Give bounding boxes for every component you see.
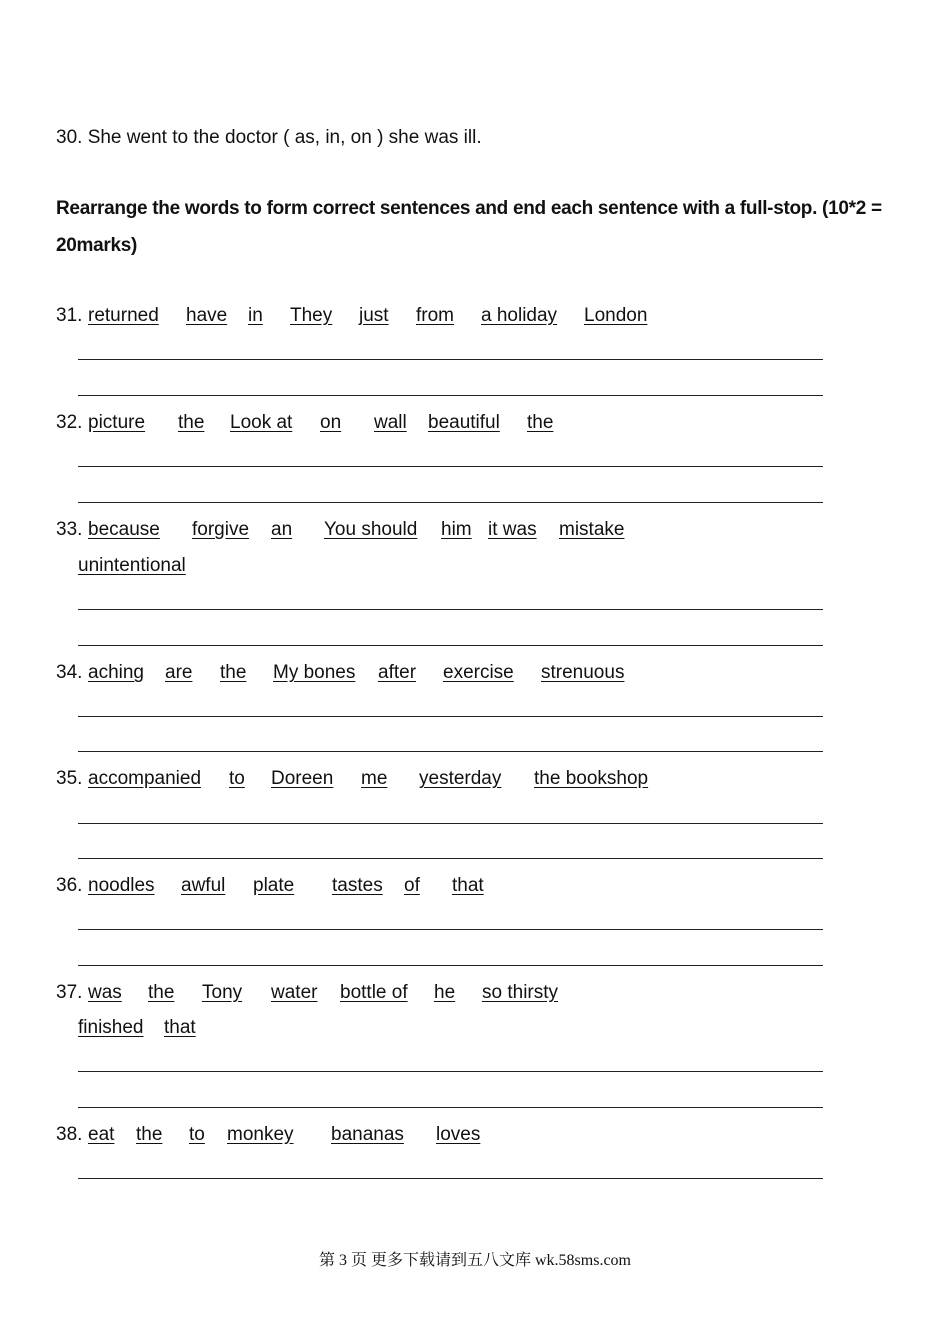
word-chip: me [361,768,388,789]
word-chip: to [229,768,245,789]
word-chip: mistake [559,519,625,540]
answer-line[interactable] [78,1107,823,1108]
word-chip: eat [88,1124,115,1145]
word-chip: the [220,662,247,683]
word-chip: unintentional [78,555,186,576]
word-chip: My bones [273,662,356,683]
word-chip: him [441,519,472,540]
word-chip: noodles [88,875,155,896]
question-number: 37. [56,982,83,1003]
word-chip: the bookshop [534,768,649,789]
question-number: 35. [56,768,83,789]
word-chip: strenuous [541,662,625,683]
word-chip: have [186,305,228,326]
instructions-line-1: Rearrange the words to form correct sentences and end each sentence with a full-stop. (10*2 = [56,198,882,219]
word-chip: the [148,982,175,1003]
word-chip: awful [181,875,226,896]
word-chip: in [248,305,263,326]
word-chip: London [584,305,648,326]
word-chip: because [88,519,160,540]
word-chip: are [165,662,193,683]
word-chip: Tony [202,982,243,1003]
word-chip: from [416,305,454,326]
answer-line[interactable] [78,716,823,717]
question-30: 30. She went to the doctor ( as, in, on ) she was ill. [56,127,482,148]
answer-line[interactable] [78,609,823,610]
answer-line[interactable] [78,466,823,467]
word-chip: wall [374,412,407,433]
answer-line[interactable] [78,823,823,824]
word-chip: he [434,982,456,1003]
word-chip: was [88,982,122,1003]
word-chip: forgive [192,519,250,540]
question-number: 32. [56,412,83,433]
word-chip: an [271,519,293,540]
word-chip: of [404,875,420,896]
word-chip: that [164,1017,196,1038]
answer-line[interactable] [78,645,823,646]
word-chip: Look at [230,412,293,433]
word-chip: just [359,305,389,326]
word-chip: on [320,412,342,433]
word-chip: tastes [332,875,383,896]
word-chip: beautiful [428,412,500,433]
word-chip: They [290,305,333,326]
word-chip: yesterday [419,768,502,789]
word-chip: accompanied [88,768,202,789]
question-number: 36. [56,875,83,896]
word-chip: that [452,875,484,896]
page-footer: 第 3 页 更多下载请到五八文库 wk.58sms.com [318,1252,631,1269]
word-chip: the [178,412,205,433]
word-chip: the [136,1124,163,1145]
word-chip: finished [78,1017,144,1038]
answer-line[interactable] [78,751,823,752]
word-chip: water [271,982,318,1003]
answer-line[interactable] [78,965,823,966]
answer-line[interactable] [78,1071,823,1072]
word-chip: picture [88,412,146,433]
word-chip: bananas [331,1124,404,1145]
word-chip: a holiday [481,305,558,326]
question-number: 33. [56,519,83,540]
word-chip: aching [88,662,144,683]
word-chip: exercise [443,662,514,683]
word-chip: bottle of [340,982,408,1003]
answer-line[interactable] [78,929,823,930]
answer-line[interactable] [78,359,823,360]
word-chip: You should [324,519,418,540]
word-chip: returned [88,305,159,326]
answer-line[interactable] [78,502,823,503]
word-chip: loves [436,1124,481,1145]
word-chip: to [189,1124,205,1145]
word-chip: monkey [227,1124,294,1145]
question-number: 38. [56,1124,83,1145]
word-chip: so thirsty [482,982,559,1003]
word-chip: it was [488,519,537,540]
answer-line[interactable] [78,858,823,859]
word-chip: plate [253,875,295,896]
instructions-line-2: 20marks) [56,235,138,256]
word-chip: the [527,412,554,433]
question-number: 34. [56,662,83,683]
answer-line[interactable] [78,1178,823,1179]
question-number: 31. [56,305,83,326]
word-chip: after [378,662,417,683]
answer-line[interactable] [78,395,823,396]
word-chip: Doreen [271,768,334,789]
